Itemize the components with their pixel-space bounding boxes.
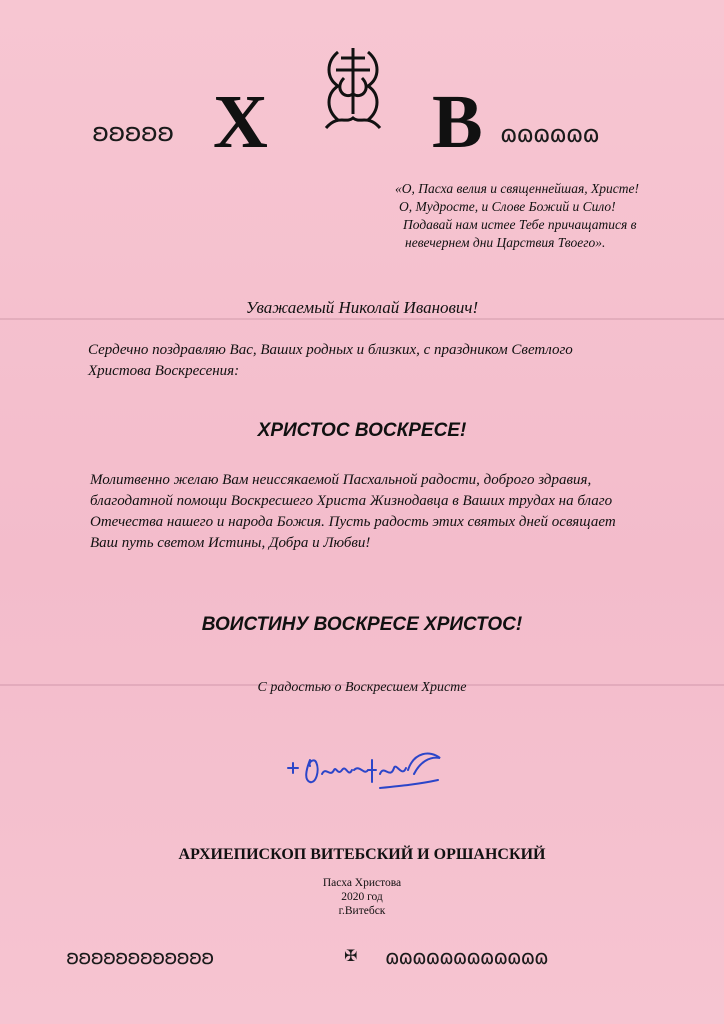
epigraph-line: «О, Пасха велия и священнейшая, Христе!	[395, 181, 639, 196]
closing-line: С радостью о Воскресшем Христе	[257, 680, 467, 695]
wishes-paragraph	[90, 470, 660, 554]
footer-cross-icon: ✠	[344, 946, 357, 965]
heading-christ-is-risen: ХРИСТОС ВОСКРЕСЕ!	[257, 420, 467, 441]
heading-truly-risen: ВОИСТИНУ ВОСКРЕСЕ ХРИСТОС!	[201, 614, 523, 635]
epigraph-line: невечернем дни Царствия Твоего».	[405, 235, 606, 250]
footer-ornament-right: ɷɷɷɷɷɷɷɷɷɷɷɷ	[385, 945, 548, 969]
paragraph-line: Молитвенно желаю Вам неиссякаемой Пасхальной радости, доброго здравия,	[90, 472, 592, 488]
epigraph-line: О, Мудросте, и Слове Божий и Сило!	[399, 199, 616, 214]
date-line: 2020 год	[341, 891, 383, 903]
signer-title: АРХИЕПИСКОП ВИТЕБСКИЙ И ОРШАНСКИЙ	[178, 846, 546, 863]
paragraph-line: Христова Воскресения:	[88, 363, 240, 379]
fold-line	[0, 318, 724, 320]
date-line: г.Витебск	[338, 905, 386, 917]
header-letter-x: Х	[213, 80, 268, 164]
cross-emblem-icon	[316, 44, 390, 134]
ornament-left: ʚʚʚʚʚ	[92, 118, 174, 148]
intro-paragraph	[88, 340, 658, 382]
paragraph-line: Отечества нашего и народа Божия. Пусть радость этих святых дней освящает	[90, 514, 616, 530]
paragraph-line: благодатной помощи Воскресшего Христа Жизнодавца в Ваших трудах на благо	[90, 493, 613, 509]
epigraph-quote	[395, 180, 695, 252]
epigraph-line: Подавай нам истее Тебе причащатися в	[403, 217, 637, 232]
salutation: Уважаемый Николай Иванович!	[245, 298, 479, 317]
handwritten-signature	[280, 740, 450, 800]
paragraph-line: Ваш путь светом Истины, Добра и Любви!	[90, 535, 371, 551]
date-place-block	[0, 876, 724, 918]
date-line: Пасха Христова	[322, 877, 402, 889]
header-letter-v: В	[432, 80, 483, 164]
paragraph-line: Сердечно поздравляю Вас, Ваших родных и близких, с праздником Светлого	[88, 342, 573, 358]
footer-ornament-left: ʚʚʚʚʚʚʚʚʚʚʚʚ	[66, 945, 214, 969]
ornament-right: ɷɷɷɷɷɷ	[500, 120, 599, 148]
